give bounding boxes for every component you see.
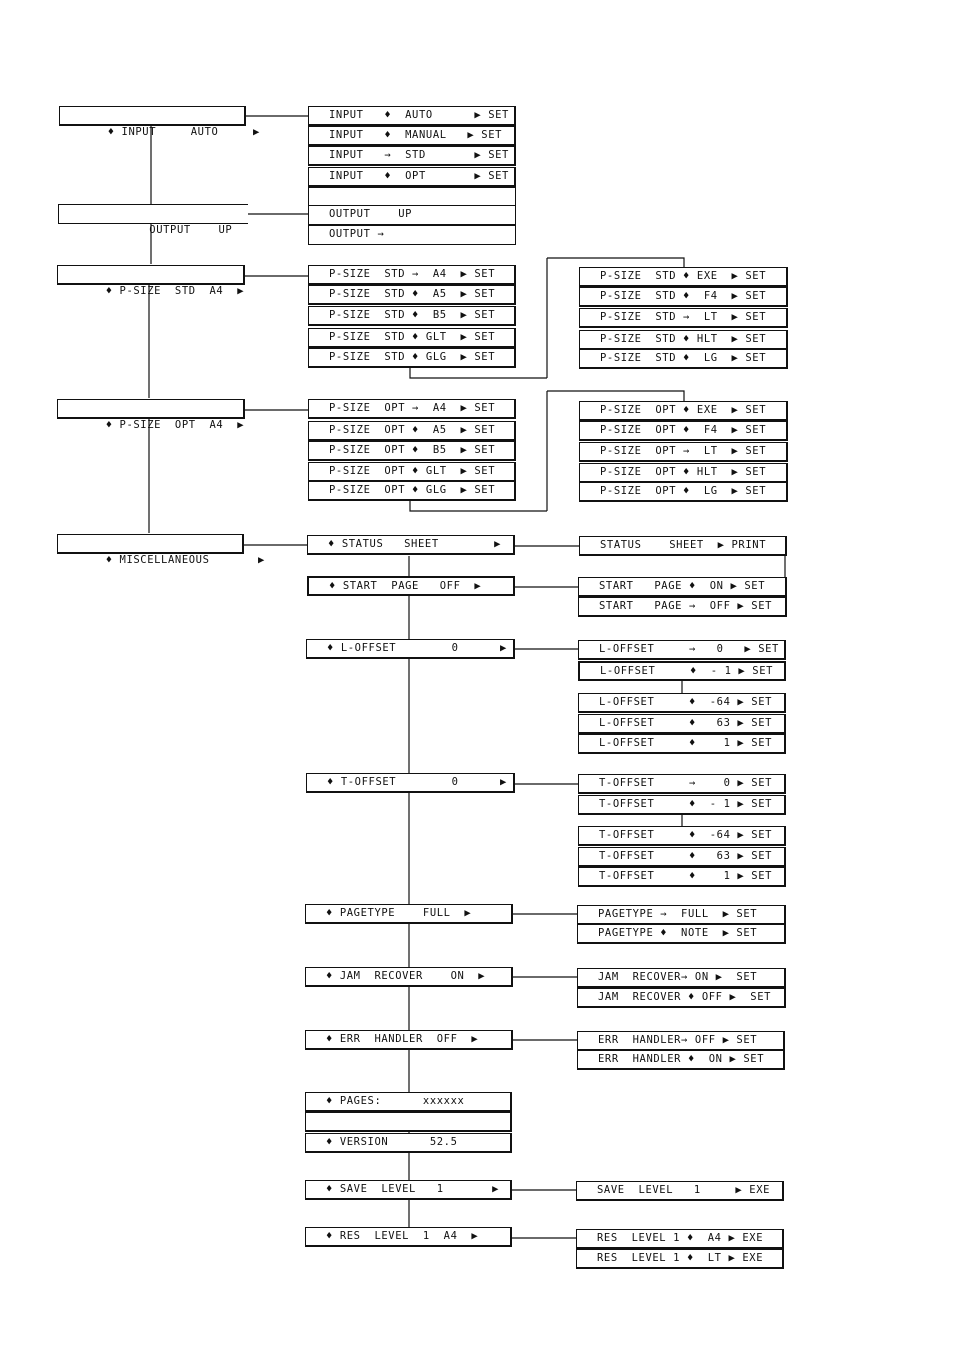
misc-t-offset-box[interactable] [306,773,515,793]
option-label: P-SIZE STD → LT ▶ SET [600,311,767,323]
res-level-option[interactable] [576,1229,784,1249]
option-label: P-SIZE STD ♦ GLG ▶ SET [329,351,496,363]
t-offset-option[interactable] [578,774,786,794]
t-offset-option[interactable] [578,847,786,867]
misc-pages-box [305,1092,512,1112]
option-label: INPUT ♦ OPT ▶ SET [329,170,509,182]
misc-label: ♦ ERR HANDLER OFF ▶ [326,1033,479,1045]
option-label: PAGETYPE ♦ NOTE ▶ SET [598,927,758,939]
menu-misc-label: ♦ MISCELLANEOUS ▶ [105,554,265,566]
option-label: P-SIZE OPT ♦ B5 ▶ SET [329,444,496,456]
psize-opt-option[interactable] [308,421,516,441]
err-handler-option[interactable] [577,1050,785,1070]
l-offset-option[interactable] [578,693,786,713]
option-label: SAVE LEVEL 1 ▶ EXE [597,1184,771,1196]
option-label: INPUT → STD ▶ SET [329,149,509,161]
option-label: JAM RECOVER→ ON ▶ SET [598,971,758,983]
psize-std-option[interactable] [308,306,516,326]
misc-start-page-box[interactable] [307,576,515,596]
misc-status-sheet-box[interactable] [307,535,515,555]
option-label: P-SIZE OPT ♦ HLT ▶ SET [600,466,767,478]
option-label: P-SIZE STD ♦ F4 ▶ SET [600,290,767,302]
option-label: L-OFFSET ♦ -64 ▶ SET [599,696,773,708]
psize-std-option[interactable] [308,285,516,305]
option-label: ERR HANDLER→ OFF ▶ SET [598,1034,758,1046]
menu-psize-std-box[interactable] [57,265,245,297]
status-option[interactable] [579,536,787,556]
t-offset-option[interactable] [578,826,786,846]
option-label: INPUT ♦ AUTO ▶ SET [329,109,509,121]
option-label: T-OFFSET ♦ -64 ▶ SET [599,829,773,841]
misc-version-box [305,1133,512,1153]
misc-res-level-box[interactable] [305,1227,512,1247]
l-offset-option[interactable] [578,734,786,754]
option-label: L-OFFSET → 0 ▶ SET [599,643,779,655]
input-option[interactable] [308,126,516,146]
blank-row [308,187,516,207]
input-option[interactable] [308,146,516,166]
option-label: P-SIZE STD ♦ HLT ▶ SET [600,333,767,345]
option-label: PAGETYPE → FULL ▶ SET [598,908,758,920]
jam-recover-option[interactable] [577,968,786,988]
jam-recover-option[interactable] [577,988,786,1008]
menu-output-box[interactable] [58,204,248,236]
misc-label: ♦ PAGETYPE FULL ▶ [326,907,472,919]
misc-save-level-box[interactable] [305,1180,512,1200]
psize-opt-option[interactable] [308,399,516,419]
menu-input-box[interactable] [59,106,260,138]
option-label: P-SIZE STD ♦ LG ▶ SET [600,352,767,364]
misc-label: ♦ T-OFFSET 0 ▶ [327,776,507,788]
psize-opt-option[interactable] [308,441,516,461]
start-page-option[interactable] [578,597,787,617]
start-page-option[interactable] [578,577,787,597]
option-label: RES LEVEL 1 ♦ LT ▶ EXE [597,1252,764,1264]
menu-psize-opt-label: ♦ P-SIZE OPT A4 ▶ [105,419,245,431]
misc-label: ♦ START PAGE OFF ▶ [329,580,482,592]
l-offset-option[interactable] [578,640,786,660]
l-offset-option[interactable] [578,714,786,734]
input-option[interactable] [308,167,516,187]
output-option[interactable] [308,225,516,245]
psize-opt-ext-option[interactable] [579,401,788,421]
option-label: STATUS SHEET ▶ PRINT [600,539,767,551]
option-label: ERR HANDLER ♦ ON ▶ SET [598,1053,765,1065]
option-label: P-SIZE OPT → A4 ▶ SET [329,402,496,414]
misc-label: ♦ PAGES: xxxxxx [326,1095,465,1107]
psize-opt-ext-option[interactable] [579,421,788,441]
option-label: P-SIZE OPT ♦ EXE ▶ SET [600,404,767,416]
option-label: P-SIZE STD ♦ A5 ▶ SET [329,288,496,300]
pagetype-option[interactable] [577,924,786,944]
option-label: L-OFFSET ♦ 1 ▶ SET [599,737,773,749]
misc-l-offset-box[interactable] [306,639,515,659]
output-option[interactable] [308,205,516,225]
option-label: P-SIZE OPT ♦ GLT ▶ SET [329,465,496,477]
misc-label: ♦ STATUS SHEET ▶ [328,538,502,550]
option-label: P-SIZE STD ♦ EXE ▶ SET [600,270,767,282]
psize-std-ext-option[interactable] [579,287,788,307]
option-label: RES LEVEL 1 ♦ A4 ▶ EXE [597,1232,764,1244]
misc-jam-recover-box[interactable] [305,967,513,987]
option-label: L-OFFSET ♦ - 1 ▶ SET [600,665,774,677]
option-label: OUTPUT → [329,228,385,240]
psize-opt-ext-option[interactable] [579,442,788,462]
option-label: OUTPUT UP [329,208,413,220]
option-label: P-SIZE STD → A4 ▶ SET [329,268,496,280]
option-label: T-OFFSET ♦ 63 ▶ SET [599,850,773,862]
menu-input-label: ♦ INPUT AUTO ▶ [107,126,260,138]
err-handler-option[interactable] [577,1031,785,1051]
option-label: P-SIZE OPT ♦ LG ▶ SET [600,485,767,497]
option-label: P-SIZE OPT → LT ▶ SET [600,445,767,457]
option-label: P-SIZE OPT ♦ A5 ▶ SET [329,424,496,436]
t-offset-option[interactable] [578,795,786,815]
option-label: P-SIZE STD ♦ GLT ▶ SET [329,331,496,343]
input-option[interactable] [308,106,516,126]
l-offset-option[interactable] [578,661,786,681]
option-label: P-SIZE OPT ♦ F4 ▶ SET [600,424,767,436]
option-label: P-SIZE STD ♦ B5 ▶ SET [329,309,496,321]
misc-pagetype-box[interactable] [305,904,513,924]
pagetype-option[interactable] [577,905,786,925]
menu-output-label: OUTPUT UP [114,224,233,236]
option-label: START PAGE ♦ ON ▶ SET [599,580,766,592]
psize-std-ext-option[interactable] [579,308,788,328]
menu-misc-box[interactable] [57,534,265,566]
psize-std-option[interactable] [308,348,516,368]
psize-std-option[interactable] [308,328,516,348]
option-label: L-OFFSET ♦ 63 ▶ SET [599,717,773,729]
option-label: INPUT ♦ MANUAL ▶ SET [329,129,503,141]
psize-opt-option[interactable] [308,481,516,501]
misc-label: ♦ SAVE LEVEL 1 ▶ [326,1183,500,1195]
blank-row [305,1112,512,1132]
option-label: P-SIZE OPT ♦ GLG ▶ SET [329,484,496,496]
option-label: JAM RECOVER ♦ OFF ▶ SET [598,991,772,1003]
option-label: T-OFFSET ♦ - 1 ▶ SET [599,798,773,810]
misc-err-handler-box[interactable] [305,1030,513,1050]
psize-opt-option[interactable] [308,462,516,482]
t-offset-option[interactable] [578,867,786,887]
option-label: START PAGE → OFF ▶ SET [599,600,773,612]
psize-std-ext-option[interactable] [579,267,788,287]
option-label: T-OFFSET → 0 ▶ SET [599,777,773,789]
option-label: T-OFFSET ♦ 1 ▶ SET [599,870,773,882]
menu-psize-std-label: ♦ P-SIZE STD A4 ▶ [105,285,245,297]
psize-opt-ext-option[interactable] [579,463,788,483]
psize-opt-ext-option[interactable] [579,482,788,502]
menu-psize-opt-box[interactable] [57,399,245,431]
misc-label: ♦ RES LEVEL 1 A4 ▶ [326,1230,479,1242]
psize-std-option[interactable] [308,265,516,285]
misc-label: ♦ L-OFFSET 0 ▶ [327,642,507,654]
res-level-option[interactable] [576,1249,784,1269]
psize-std-ext-option[interactable] [579,330,788,350]
psize-std-ext-option[interactable] [579,349,788,369]
misc-label: ♦ VERSION 52.5 [326,1136,458,1148]
save-level-option[interactable] [576,1181,784,1201]
misc-label: ♦ JAM RECOVER ON ▶ [326,970,486,982]
